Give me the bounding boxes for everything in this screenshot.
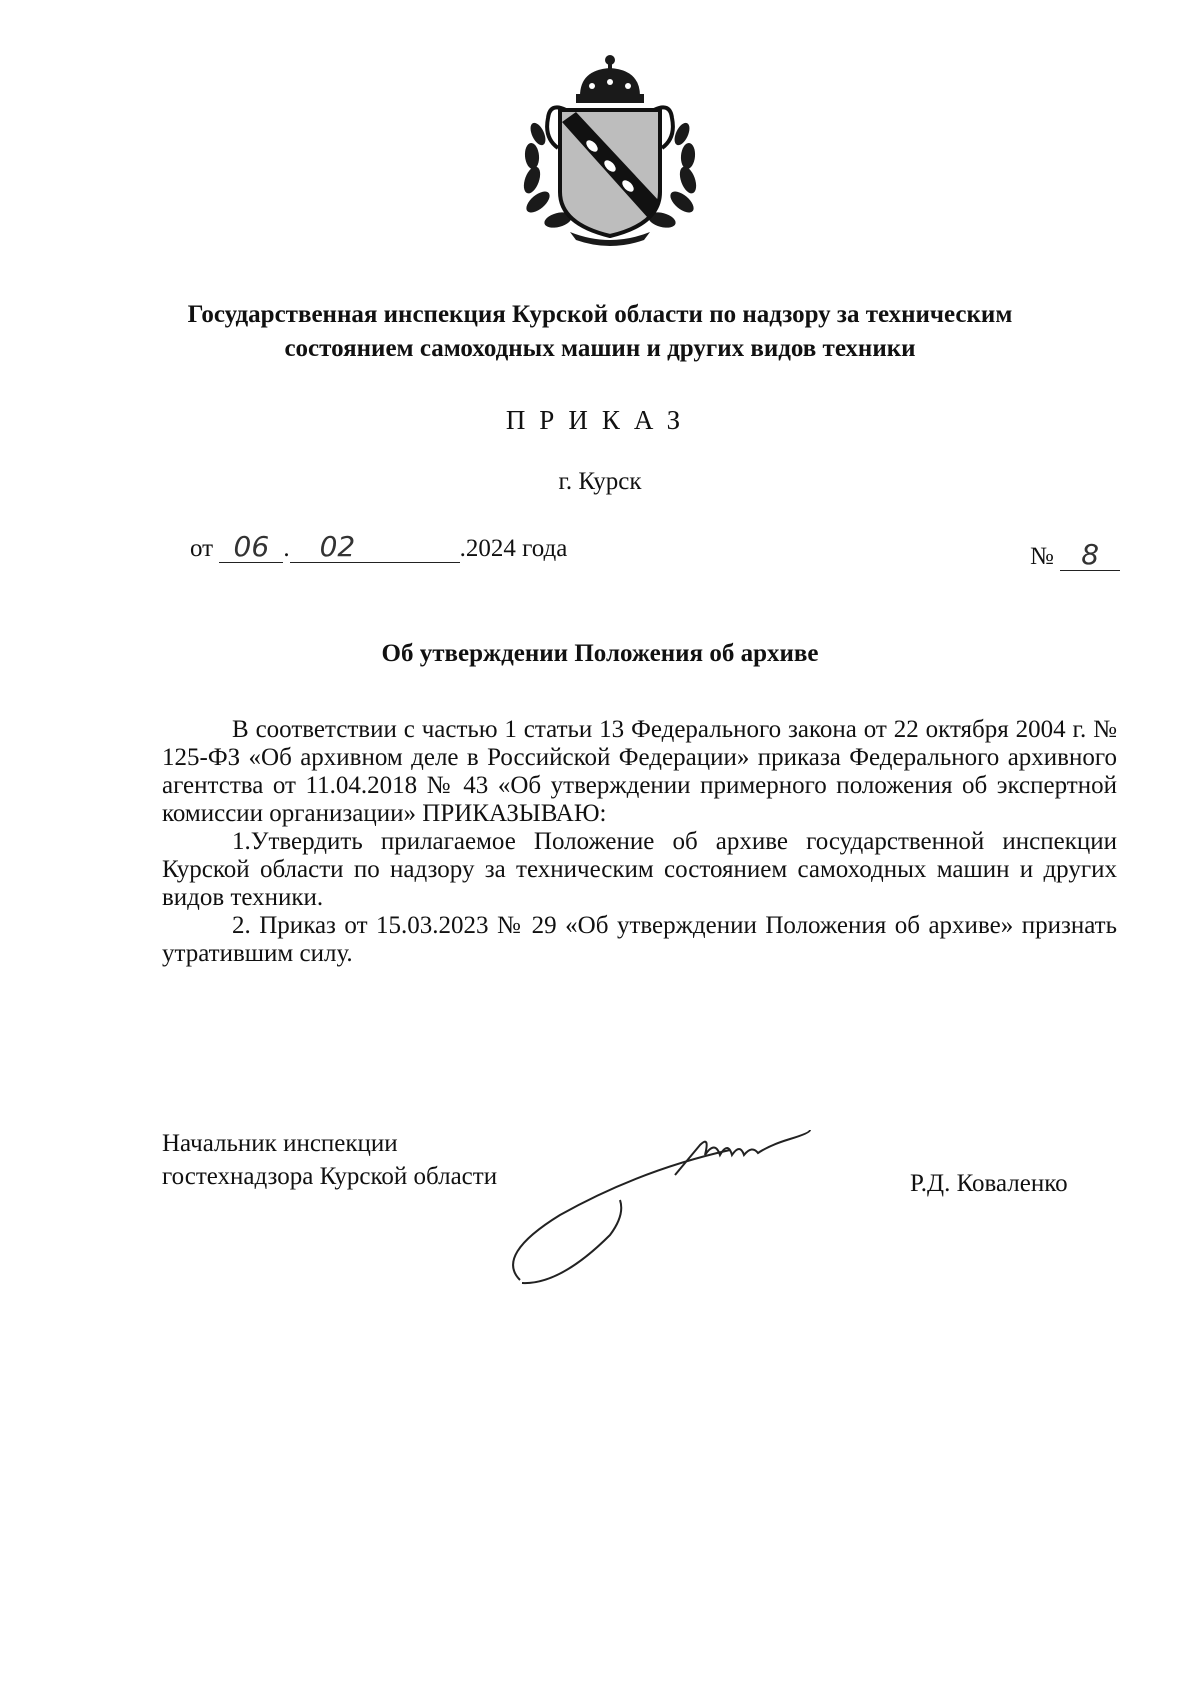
signatory-name: Р.Д. Коваленко — [910, 1170, 1068, 1197]
document-body — [162, 716, 1117, 968]
item-2-paragraph: 2. Приказ от 15.03.2023 № 29 «Об утверждении Положения об архиве» признать утратившим силу. — [162, 912, 1117, 967]
handwritten-signature-icon — [500, 1115, 890, 1295]
document-number — [1030, 540, 1120, 571]
date-prefix: от — [190, 535, 214, 562]
number-label: № — [1030, 543, 1054, 570]
date-day-handwritten: 06 — [219, 532, 283, 563]
document-type: ПРИКАЗ — [505, 405, 695, 435]
item-1-paragraph: 1.Утвердить прилагаемое Положение об архиве государственной инспекции Курской области по надзору за техническим состоянием самоходных машин и других видов техники. — [162, 828, 1117, 911]
position-line-1: Начальник инспекции — [162, 1130, 398, 1157]
city: г. Курск — [558, 468, 642, 495]
date-month-handwritten: 02 — [290, 532, 460, 563]
organization-title: Государственная инспекция Курской области по надзору за техническим состоянием самоходных машин и других видов техники — [187, 301, 1013, 362]
document-subject: Об утверждении Положения об архиве — [381, 640, 819, 667]
number-handwritten: 8 — [1060, 540, 1120, 571]
date-year: .2024 года — [459, 535, 568, 562]
position-line-2: гостехнадзора Курской области — [162, 1163, 498, 1190]
coat-of-arms-icon — [510, 52, 710, 252]
signatory-position — [162, 1127, 497, 1193]
preamble-paragraph: В соответствии с частью 1 статьи 13 Федерального закона от 22 октября 2004 г. № 125-ФЗ «Об архивном деле в Российской Федерации» приказа Федерального архивного агентства от 11.04.2018 № 43 «Об утверждении примерного положения об экспертной комиссии организации» ПРИКАЗЫВАЮ: — [162, 716, 1117, 827]
date-line: от 06 . 02 .2024 года — [190, 530, 568, 563]
